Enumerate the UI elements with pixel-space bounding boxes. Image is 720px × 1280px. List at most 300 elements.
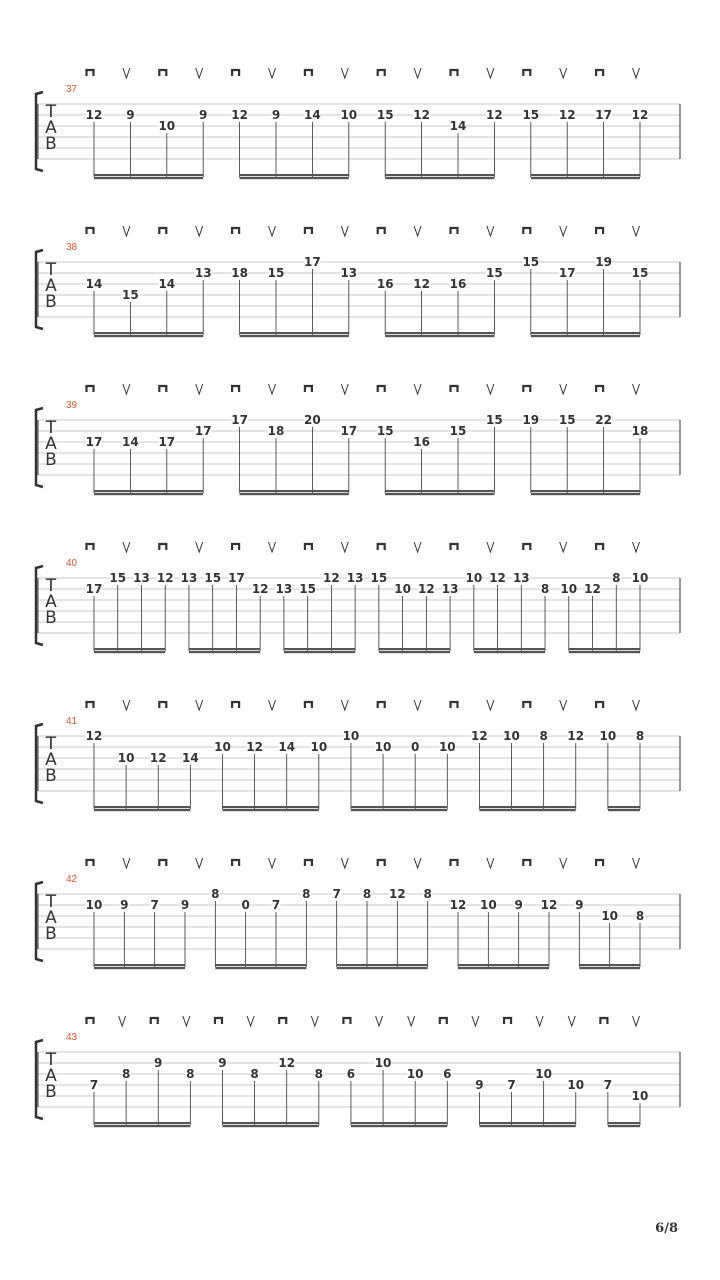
downstroke-icon	[451, 544, 458, 550]
beam	[240, 177, 349, 179]
tab-system	[36, 226, 680, 337]
downstroke-icon	[523, 860, 530, 866]
fret-number: 12	[558, 108, 576, 122]
fret-number: 12	[85, 729, 103, 743]
fret-number: 20	[304, 413, 321, 427]
page-number: 6/8	[655, 1221, 678, 1236]
fret-number: 10	[601, 909, 619, 923]
fret-number: 14	[304, 108, 321, 122]
upstroke-icon	[269, 858, 276, 868]
beam	[94, 1125, 190, 1127]
fret-number: 9	[514, 898, 523, 912]
fret-number: 6	[443, 1067, 452, 1081]
fret-number: 7	[271, 898, 281, 912]
fret-number: 10	[342, 729, 360, 743]
fret-number: 17	[194, 424, 212, 438]
fret-number: 0	[241, 898, 250, 912]
downstroke-icon	[151, 1018, 158, 1024]
downstroke-icon	[279, 1018, 286, 1024]
beam	[479, 809, 575, 811]
fret-number: 10	[560, 582, 578, 596]
upstroke-icon	[123, 542, 130, 552]
beam	[531, 335, 640, 337]
beam	[284, 651, 355, 653]
beam	[215, 964, 306, 966]
beam	[385, 177, 494, 179]
downstroke-icon	[87, 544, 94, 550]
tab-clef-letter: B	[45, 292, 57, 312]
fret-number: 16	[449, 277, 467, 291]
beam	[351, 809, 447, 811]
downstroke-icon	[596, 860, 603, 866]
fret-number: 7	[507, 1078, 516, 1092]
downstroke-icon	[378, 70, 385, 76]
beam	[579, 964, 640, 966]
fret-number: 9	[475, 1078, 484, 1092]
fret-number: 12	[388, 887, 406, 901]
upstroke-icon	[341, 542, 348, 552]
upstroke-icon	[560, 542, 567, 552]
upstroke-icon	[408, 1016, 415, 1026]
fret-number: 9	[180, 898, 190, 912]
fret-number: 7	[150, 898, 159, 912]
fret-number: 14	[278, 740, 296, 754]
fret-number: 10	[631, 1089, 649, 1103]
downstroke-icon	[305, 228, 312, 234]
upstroke-icon	[472, 1016, 479, 1026]
fret-number: 17	[340, 424, 358, 438]
downstroke-icon	[305, 544, 312, 550]
beam	[385, 174, 494, 176]
beam	[458, 964, 549, 966]
upstroke-icon	[376, 1016, 383, 1026]
fret-number: 12	[413, 108, 430, 122]
fret-number: 10	[214, 740, 231, 754]
fret-number: 8	[539, 729, 548, 743]
fret-number: 12	[323, 571, 340, 585]
beam	[474, 648, 545, 650]
downstroke-icon	[87, 860, 94, 866]
upstroke-icon	[560, 858, 567, 868]
downstroke-icon	[305, 860, 312, 866]
fret-number: 10	[394, 582, 411, 596]
downstroke-icon	[232, 702, 239, 708]
measure-number: 41	[66, 716, 78, 727]
tab-clef-letter: A	[45, 750, 57, 770]
fret-number: 15	[558, 413, 576, 427]
beam	[222, 1125, 318, 1127]
fret-number: 12	[540, 898, 558, 912]
downstroke-icon	[232, 70, 239, 76]
fret-number: 8	[612, 571, 621, 585]
fret-number: 17	[304, 255, 321, 269]
tab-clef-letter: T	[45, 260, 57, 280]
beam	[284, 648, 355, 650]
beam	[94, 335, 203, 337]
fret-number: 10	[117, 751, 135, 765]
tab-clef-letter: A	[45, 276, 57, 296]
beam	[94, 490, 203, 492]
fret-number: 15	[631, 266, 649, 280]
fret-number: 8	[635, 909, 645, 923]
fret-number: 14	[85, 277, 103, 291]
tab-clef-letter: A	[45, 592, 57, 612]
fret-number: 7	[603, 1078, 613, 1092]
upstroke-icon	[341, 858, 348, 868]
beam	[94, 174, 203, 176]
tab-system	[36, 700, 680, 811]
upstroke-icon	[414, 68, 421, 78]
downstroke-icon	[159, 702, 166, 708]
downstroke-icon	[87, 70, 94, 76]
downstroke-icon	[87, 702, 94, 708]
fret-number: 15	[486, 413, 503, 427]
fret-number: 10	[374, 1056, 392, 1070]
beam	[222, 809, 318, 811]
upstroke-icon	[487, 226, 494, 236]
fret-number: 17	[228, 571, 245, 585]
upstroke-icon	[414, 700, 421, 710]
fret-number: 14	[158, 277, 176, 291]
tab-system	[36, 1016, 680, 1127]
fret-number: 12	[471, 729, 488, 743]
tab-system	[36, 858, 680, 969]
upstroke-icon	[487, 384, 494, 394]
beam	[351, 806, 447, 808]
fret-number: 17	[85, 435, 103, 449]
fret-number: 15	[376, 424, 394, 438]
downstroke-icon	[215, 1018, 222, 1024]
fret-number: 16	[376, 277, 394, 291]
fret-number: 18	[231, 266, 248, 280]
beam	[240, 174, 349, 176]
downstroke-icon	[504, 1018, 511, 1024]
tab-clef-letter: A	[45, 434, 57, 454]
beam	[379, 651, 450, 653]
tab-clef-letter: T	[45, 892, 57, 912]
fret-number: 17	[558, 266, 576, 280]
fret-number: 12	[567, 729, 585, 743]
downstroke-icon	[378, 228, 385, 234]
fret-number: 12	[489, 571, 506, 585]
upstroke-icon	[123, 858, 130, 868]
downstroke-icon	[451, 860, 458, 866]
beam	[94, 648, 165, 650]
upstroke-icon	[123, 384, 130, 394]
upstroke-icon	[487, 68, 494, 78]
downstroke-icon	[451, 70, 458, 76]
fret-number: 12	[449, 898, 467, 912]
upstroke-icon	[196, 542, 203, 552]
fret-number: 8	[540, 582, 550, 596]
fret-number: 10	[158, 119, 176, 133]
fret-number: 12	[417, 582, 435, 596]
beam	[569, 648, 640, 650]
downstroke-icon	[523, 70, 530, 76]
upstroke-icon	[269, 226, 276, 236]
fret-number: 12	[278, 1056, 296, 1070]
downstroke-icon	[378, 386, 385, 392]
beam	[94, 493, 203, 495]
fret-number: 13	[512, 571, 530, 585]
upstroke-icon	[123, 68, 130, 78]
fret-number: 10	[438, 740, 456, 754]
downstroke-icon	[87, 228, 94, 234]
fret-number: 8	[423, 887, 432, 901]
upstroke-icon	[311, 1016, 318, 1026]
downstroke-icon	[159, 386, 166, 392]
fret-number: 10	[503, 729, 520, 743]
fret-number: 14	[449, 119, 467, 133]
upstroke-icon	[341, 226, 348, 236]
downstroke-icon	[523, 386, 530, 392]
downstroke-icon	[378, 860, 385, 866]
downstroke-icon	[159, 860, 166, 866]
fret-number: 10	[85, 898, 103, 912]
beam	[94, 651, 165, 653]
beam	[189, 648, 260, 650]
beam	[569, 651, 640, 653]
fret-number: 18	[267, 424, 285, 438]
fret-number: 15	[522, 255, 540, 269]
upstroke-icon	[414, 542, 421, 552]
upstroke-icon	[414, 226, 421, 236]
tab-system	[36, 68, 680, 179]
upstroke-icon	[269, 384, 276, 394]
fret-number: 17	[158, 435, 176, 449]
downstroke-icon	[596, 228, 603, 234]
tab-clef-letter: T	[45, 576, 57, 596]
tab-clef-letter: B	[45, 450, 57, 470]
upstroke-icon	[414, 858, 421, 868]
upstroke-icon	[633, 384, 640, 394]
downstroke-icon	[232, 860, 239, 866]
fret-number: 15	[109, 571, 127, 585]
fret-number: 15	[122, 288, 139, 302]
downstroke-icon	[87, 1018, 94, 1024]
downstroke-icon	[159, 544, 166, 550]
beam	[385, 332, 494, 334]
measure-number: 37	[66, 84, 78, 95]
beam	[479, 1125, 575, 1127]
beam	[608, 806, 640, 808]
beam	[222, 806, 318, 808]
fret-number: 15	[370, 571, 388, 585]
beam	[94, 809, 190, 811]
fret-number: 9	[126, 108, 135, 122]
upstroke-icon	[196, 384, 203, 394]
downstroke-icon	[523, 544, 530, 550]
downstroke-icon	[523, 702, 530, 708]
upstroke-icon	[487, 700, 494, 710]
beam	[531, 174, 640, 176]
beam	[531, 332, 640, 334]
downstroke-icon	[232, 228, 239, 234]
upstroke-icon	[269, 700, 276, 710]
tab-clef-letter: B	[45, 608, 57, 628]
fret-number: 10	[599, 729, 617, 743]
beam	[94, 332, 203, 334]
fret-number: 13	[275, 582, 293, 596]
beam	[458, 967, 549, 969]
fret-number: 8	[186, 1067, 195, 1081]
fret-number: 19	[522, 413, 540, 427]
downstroke-icon	[305, 386, 312, 392]
beam	[351, 1125, 447, 1127]
beam	[94, 806, 190, 808]
fret-number: 15	[204, 571, 222, 585]
fret-number: 10	[567, 1078, 585, 1092]
fret-number: 7	[89, 1078, 99, 1092]
beam	[337, 967, 428, 969]
fret-number: 9	[271, 108, 281, 122]
measure-number: 38	[66, 242, 78, 253]
tab-clef-letter: B	[45, 924, 57, 944]
downstroke-icon	[159, 70, 166, 76]
fret-number: 8	[121, 1067, 131, 1081]
fret-number: 15	[486, 266, 503, 280]
tab-clef-letter: B	[45, 134, 57, 154]
downstroke-icon	[596, 544, 603, 550]
fret-number: 12	[631, 108, 649, 122]
downstroke-icon	[87, 386, 94, 392]
measure-number: 43	[66, 1032, 78, 1043]
upstroke-icon	[560, 226, 567, 236]
fret-number: 9	[154, 1056, 163, 1070]
fret-number: 15	[267, 266, 285, 280]
upstroke-icon	[341, 384, 348, 394]
upstroke-icon	[560, 384, 567, 394]
upstroke-icon	[633, 68, 640, 78]
beam	[94, 964, 185, 966]
fret-number: 13	[441, 582, 459, 596]
beam	[579, 967, 640, 969]
fret-number: 12	[156, 571, 174, 585]
beam	[94, 177, 203, 179]
fret-number: 12	[413, 277, 430, 291]
fret-number: 15	[376, 108, 394, 122]
downstroke-icon	[378, 544, 385, 550]
downstroke-icon	[159, 228, 166, 234]
fret-number: 7	[332, 887, 341, 901]
beam	[608, 1125, 640, 1127]
beam	[240, 493, 349, 495]
downstroke-icon	[596, 386, 603, 392]
upstroke-icon	[119, 1016, 126, 1026]
tab-clef-letter: T	[45, 734, 57, 754]
fret-number: 17	[85, 582, 103, 596]
upstroke-icon	[341, 68, 348, 78]
fret-number: 8	[314, 1067, 324, 1081]
beam	[385, 490, 494, 492]
downstroke-icon	[451, 386, 458, 392]
upstroke-icon	[633, 226, 640, 236]
beam	[337, 964, 428, 966]
fret-number: 9	[120, 898, 129, 912]
fret-number: 13	[346, 571, 364, 585]
fret-number: 9	[218, 1056, 227, 1070]
upstroke-icon	[247, 1016, 254, 1026]
measure-number: 42	[66, 874, 78, 885]
fret-number: 8	[362, 887, 372, 901]
upstroke-icon	[183, 1016, 190, 1026]
upstroke-icon	[123, 226, 130, 236]
fret-number: 9	[575, 898, 584, 912]
fret-number: 17	[231, 413, 248, 427]
tab-clef-letter: B	[45, 1082, 57, 1102]
upstroke-icon	[560, 700, 567, 710]
fret-number: 12	[246, 740, 263, 754]
upstroke-icon	[568, 1016, 575, 1026]
downstroke-icon	[451, 702, 458, 708]
fret-number: 10	[310, 740, 328, 754]
downstroke-icon	[596, 702, 603, 708]
fret-number: 16	[413, 435, 430, 449]
fret-number: 15	[449, 424, 467, 438]
fret-number: 12	[486, 108, 503, 122]
upstroke-icon	[633, 1016, 640, 1026]
beam	[240, 335, 349, 337]
fret-number: 9	[199, 108, 208, 122]
tab-clef-letter: A	[45, 1066, 57, 1086]
fret-number: 8	[302, 887, 311, 901]
upstroke-icon	[560, 68, 567, 78]
beam	[94, 967, 185, 969]
upstroke-icon	[341, 700, 348, 710]
downstroke-icon	[600, 1018, 607, 1024]
tab-clef-letter: T	[45, 1050, 57, 1070]
fret-number: 14	[122, 435, 139, 449]
downstroke-icon	[451, 228, 458, 234]
downstroke-icon	[305, 70, 312, 76]
beam	[240, 490, 349, 492]
fret-number: 13	[194, 266, 212, 280]
beam	[531, 177, 640, 179]
fret-number: 10	[631, 571, 649, 585]
beam	[531, 493, 640, 495]
downstroke-icon	[596, 70, 603, 76]
beam	[351, 1122, 447, 1124]
beam	[189, 651, 260, 653]
upstroke-icon	[196, 700, 203, 710]
measure-number: 40	[66, 558, 78, 569]
upstroke-icon	[196, 858, 203, 868]
upstroke-icon	[269, 542, 276, 552]
upstroke-icon	[536, 1016, 543, 1026]
upstroke-icon	[633, 700, 640, 710]
fret-number: 12	[251, 582, 269, 596]
tab-clef-letter: T	[45, 102, 57, 122]
upstroke-icon	[196, 68, 203, 78]
upstroke-icon	[633, 858, 640, 868]
fret-number: 8	[211, 887, 220, 901]
fret-number: 13	[180, 571, 198, 585]
downstroke-icon	[343, 1018, 350, 1024]
downstroke-icon	[378, 702, 385, 708]
fret-number: 12	[584, 582, 601, 596]
beam	[385, 493, 494, 495]
fret-number: 13	[133, 571, 150, 585]
upstroke-icon	[487, 858, 494, 868]
upstroke-icon	[414, 384, 421, 394]
fret-number: 18	[631, 424, 649, 438]
beam	[479, 806, 575, 808]
beam	[240, 332, 349, 334]
upstroke-icon	[269, 68, 276, 78]
fret-number: 10	[535, 1067, 552, 1081]
downstroke-icon	[440, 1018, 447, 1024]
fret-number: 15	[522, 108, 540, 122]
